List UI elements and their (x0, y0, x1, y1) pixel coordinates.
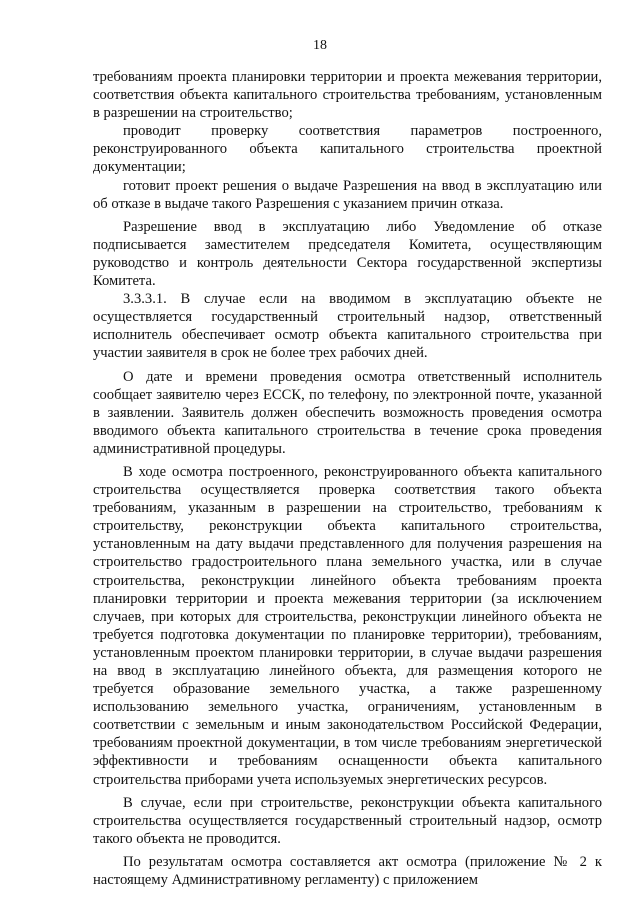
page-number: 18 (313, 38, 327, 53)
paragraph: В случае, если при строительстве, реконструкции объекта капитального строительства осуществляется государственный строительный надзор, осмотр такого объекта не проводится. (93, 794, 602, 847)
document-body (93, 68, 602, 889)
paragraph: По результатам осмотра составляется акт осмотра (приложение № 2 к настоящему Административному регламенту) с приложением (93, 853, 602, 889)
paragraph: 3.3.3.1. В случае если на вводимом в эксплуатацию объекте не осуществляется государственный строительный надзор, ответственный исполнитель обеспечивает осмотр объекта капитального строительства при участии заявителя в срок не более трех рабочих дней. (93, 291, 602, 362)
paragraph: Разрешение ввод в эксплуатацию либо Уведомление об отказе подписывается заместителем председателя Комитета, осуществляющим руководство и контроль деятельности Сектора государственной экспертизы Комитета. (93, 218, 602, 290)
paragraph: готовит проект решения о выдаче Разрешения на ввод в эксплуатацию или об отказе в выдаче такого Разрешения с указанием причин отказа. (93, 177, 602, 212)
paragraph: требованиям проекта планировки территории и проекта межевания территории, соответствия объекта капитального строительства требованиям, установленным в разрешении на строительство; (93, 69, 602, 122)
paragraph: проводит проверку соответствия параметров построенного, реконструированного объекта капитального строительства проектной документации; (93, 123, 602, 176)
paragraph: В ходе осмотра построенного, реконструированного объекта капитального строительства осуществляется проверка соответствия такого объекта требованиям, указанным в разрешении на строительство, требованиям к строительству, реконструкции объекта капитального строительства, установленным на дату выдачи представленного для получения разрешения на строительство градостроительного плана земельного участка, или в случае строительства, реконструкции линейного объекта требованиям проекта планировки территории и проекта межевания территории (за исключением случаев, при которых для строительства, реконструкции линейного объекта не требуется подготовка документации по планировке территории), требованиям, установленным проектом планировки территории, в случае выдачи разрешения на ввод в эксплуатацию линейного объекта, для размещения которого не требуется образование земельного участка, а также разрешенному использованию земельного участка, ограничениям, установленным в соответствии с земельным и иным законодательством Российской Федерации, требованиям проектной документации, в том числе требованиям энергетической эффективности и требованиям оснащенности объекта капитального строительства приборами учета используемых энергетических ресурсов. (93, 463, 602, 788)
paragraph: О дате и времени проведения осмотра ответственный исполнитель сообщает заявителю через ЕССК, по телефону, по электронной почте, указанной в заявлении. Заявитель должен обеспечить возможность проведения осмотра вводимого объекта капитального строительства в течение срока проведения административной процедуры. (93, 368, 602, 457)
